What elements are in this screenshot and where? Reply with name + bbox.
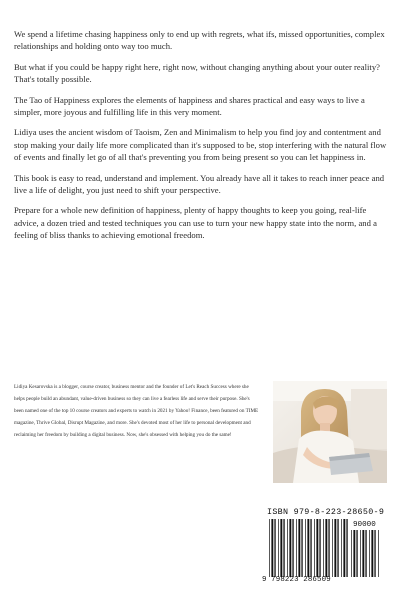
barcode-bar [374, 530, 375, 577]
barcode-bar [274, 519, 275, 577]
barcode-bar [356, 530, 357, 577]
barcode-bar [292, 519, 293, 577]
barcode-bar [269, 519, 270, 577]
barcode-bar [332, 519, 333, 577]
barcode-bar [328, 519, 329, 577]
barcode-bar [337, 519, 338, 577]
barcode-bar [316, 519, 318, 577]
barcode-bar [343, 519, 345, 577]
blurb-paragraph: The Tao of Happiness explores the elements of happiness and shares practical and easy ways to live a simpler, more joyous and fulfilling life in this very moment. [14, 94, 365, 118]
barcode-bar [296, 519, 297, 577]
barcode-bar [307, 519, 309, 577]
barcode-bar [325, 519, 327, 577]
barcode-bar [371, 530, 373, 577]
blurb-paragraph: Prepare for a whole new definition of happiness, plenty of happy thoughts to keep you going, real-life advice, a dozen tried and tested techniques you can use to turn your new happy state into the norm, and a feeling of bliss thanks to achieving emotional freedom. [14, 205, 377, 241]
barcode-bar [319, 519, 320, 577]
barcode-bar [298, 519, 300, 577]
barcode-bar [365, 530, 366, 577]
barcode-bar [289, 519, 291, 577]
barcode-bar [314, 519, 315, 577]
isbn-label: ISBN 979-8-223-28650-9 [267, 507, 385, 517]
price-barcode-bars [351, 530, 381, 577]
barcode-bar [280, 519, 282, 577]
barcode-bar [301, 519, 302, 577]
barcode-bar [278, 519, 279, 577]
author-bio [14, 381, 259, 441]
barcode-bar [341, 519, 342, 577]
barcode-bar [378, 530, 379, 577]
barcode-bar [362, 530, 364, 577]
back-cover-blurb [14, 28, 388, 250]
barcode-bar [353, 530, 355, 577]
blurb-paragraph: This book is easy to read, understand and implement. You already have all it takes to reach inner peace and live a life of delight, you just need to shift your perspective. [14, 172, 385, 196]
barcode-bar [351, 530, 352, 577]
barcode-bar [287, 519, 288, 577]
isbn-barcode [260, 505, 390, 587]
barcode-bar [283, 519, 284, 577]
author-photo [273, 381, 387, 483]
barcode-bar [334, 519, 336, 577]
author-bio-text: Lidiya Kesarovska is a blogger, course creator, business mentor and the founder of Let's Reach Success where she helps people build an abundant, value-driven business so they can live a fearless life and serve their purpose. She's been named one of the top 10 course creators and experts to watch in 2021 by Yahoo! Finance, been featured on TIME magazine, Thrive Global, Disrupt Magazine, and more. She's devoted most of her life to personal development and reclaiming her freedom by building a digital business. Now, she's obsessed with helping you do the same! [14, 384, 259, 439]
blurb-paragraph: We spend a lifetime chasing happiness only to end up with regrets, what ifs, missed opportunities, complex relationships and holding onto way too much. [14, 29, 385, 52]
barcode-bar [305, 519, 306, 577]
barcode-bar [323, 519, 324, 577]
ean-digits: 9 798223 286509 [262, 576, 331, 584]
barcode-bar [369, 530, 370, 577]
ean-barcode-bars [269, 519, 349, 577]
barcode-bar [360, 530, 361, 577]
blurb-paragraph: But what if you could be happy right here, right now, without changing anything about your outer reality? That's totally possible. [14, 61, 380, 85]
blurb-paragraph: Lidiya uses the ancient wisdom of Taoism, Zen and Minimalism to help you find joy and contentment and stop making your daily life more complicated than it's supposed to be, stop interfering with the natural flow of events and finally let go of all that's preventing you from being present so you can let happiness in. [14, 127, 387, 163]
price-code: 90000 [353, 521, 376, 529]
barcode-bar [310, 519, 311, 577]
barcode-bar [271, 519, 273, 577]
barcode-bar [346, 519, 347, 577]
